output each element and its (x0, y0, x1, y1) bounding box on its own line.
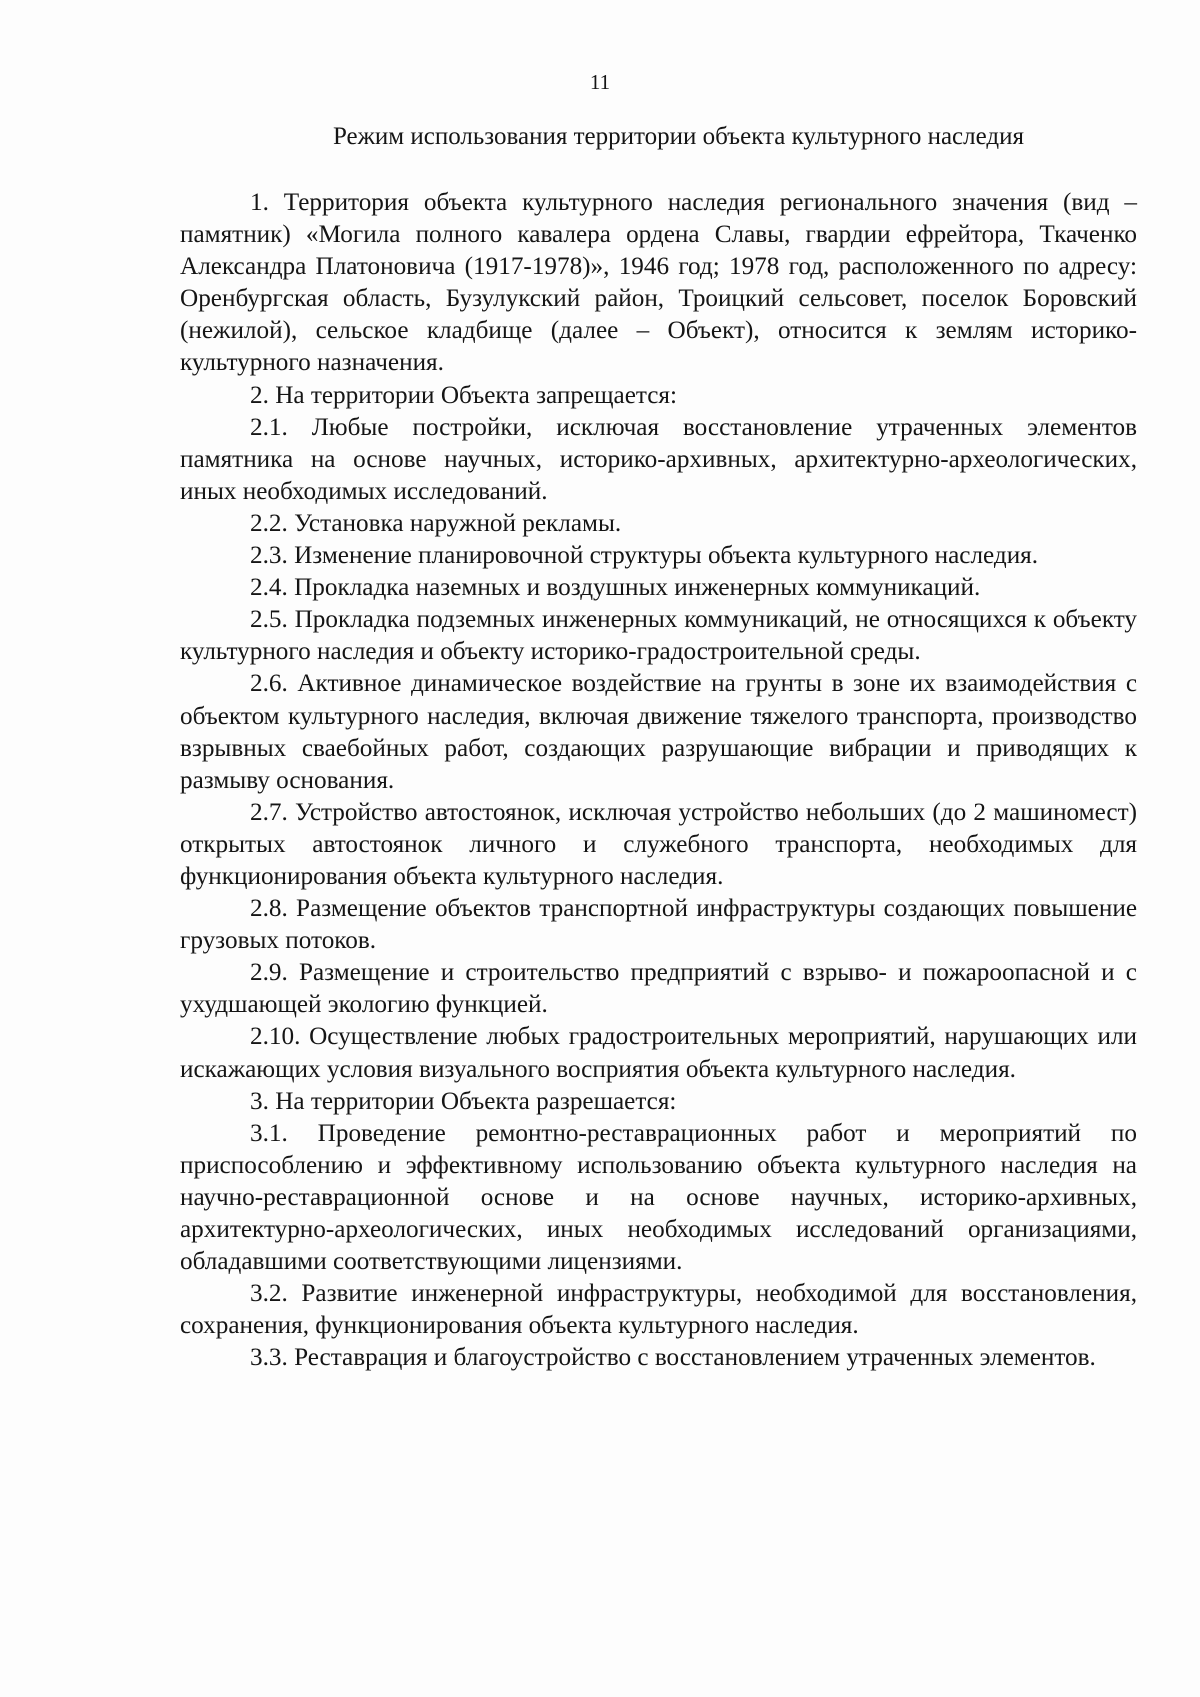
paragraph-2-4: 2.4. Прокладка наземных и воздушных инженерных коммуникаций. (250, 574, 981, 602)
page-number: 11 (589, 70, 611, 94)
paragraph-3-2: 3.2. Развитие инженерной инфраструктуры, необходимой для восстановления, сохранения, функционирования объекта культурного наследия. (180, 1280, 1137, 1340)
paragraph-2-1: 2.1. Любые постройки, исключая восстановление утраченных элементов памятника на основе научных, историко-архивных, архитектурно-археологических, иных необходимых исследований. (180, 413, 1137, 505)
paragraph-2-10: 2.10. Осуществление любых градостроительных мероприятий, нарушающих или искажающих условия визуального восприятия объекта культурного наследия. (180, 1023, 1137, 1083)
paragraph-2-9: 2.9. Размещение и строительство предприятий с взрыво- и пожароопасной и с ухудшающей экологию функцией. (180, 959, 1137, 1019)
paragraph-2-3: 2.3. Изменение планировочной структуры объекта культурного наследия. (250, 542, 1039, 570)
paragraph-3: 3. На территории Объекта разрешается: (250, 1087, 677, 1115)
document-title: Режим использования территории объекта культурного наследия (332, 123, 1024, 150)
paragraph-2-7: 2.7. Устройство автостоянок, исключая устройство небольших (до 2 машиномест) открытых автостоянок личного и служебного транспорта, необходимых для функционирования объекта культурного наследия. (180, 798, 1137, 890)
paragraph-2-8: 2.8. Размещение объектов транспортной инфраструктуры создающих повышение грузовых потоков. (180, 895, 1137, 955)
paragraph-2: 2. На территории Объекта запрещается: (250, 381, 677, 409)
paragraph-3-1: 3.1. Проведение ремонтно-реставрационных работ и мероприятий по приспособлению и эффективному использованию объекта культурного наследия на научно-реставрационной основе и на основе научных, историко-архивных, архитектурно-археологических, иных необходимых исследований организациями, обладавшими соответствующими лицензиями. (180, 1119, 1137, 1276)
paragraph-2-5: 2.5. Прокладка подземных инженерных коммуникаций, не относящихся к объекту культурного наследия и объекту историко-градостроительной среды. (180, 606, 1137, 666)
paragraph-2-2: 2.2. Установка наружной рекламы. (250, 509, 622, 537)
document-body (180, 187, 1137, 1374)
paragraph-1: 1. Территория объекта культурного наследия регионального значения (вид – памятник) «Могила полного кавалера ордена Славы, гвардии ефрейтора, Ткаченко Александра Платоновича (1917-1978)», 1946 год; 1978 год, расположенного по адресу: Оренбургская область, Бузулукский район, Троицкий сельсовет, поселок Боровский (нежилой), сельское кладбище (далее – Объект), относится к землям историко-культурного назначения. (180, 189, 1137, 377)
paragraph-2-6: 2.6. Активное динамическое воздействие на грунты в зоне их взаимодействия с объектом культурного наследия, включая движение тяжелого транспорта, производство взрывных сваебойных работ, создающих разрушающие вибрации и приводящих к размыву основания. (180, 670, 1137, 794)
paragraph-3-3: 3.3. Реставрация и благоустройство с восстановлением утраченных элементов. (250, 1344, 1096, 1372)
